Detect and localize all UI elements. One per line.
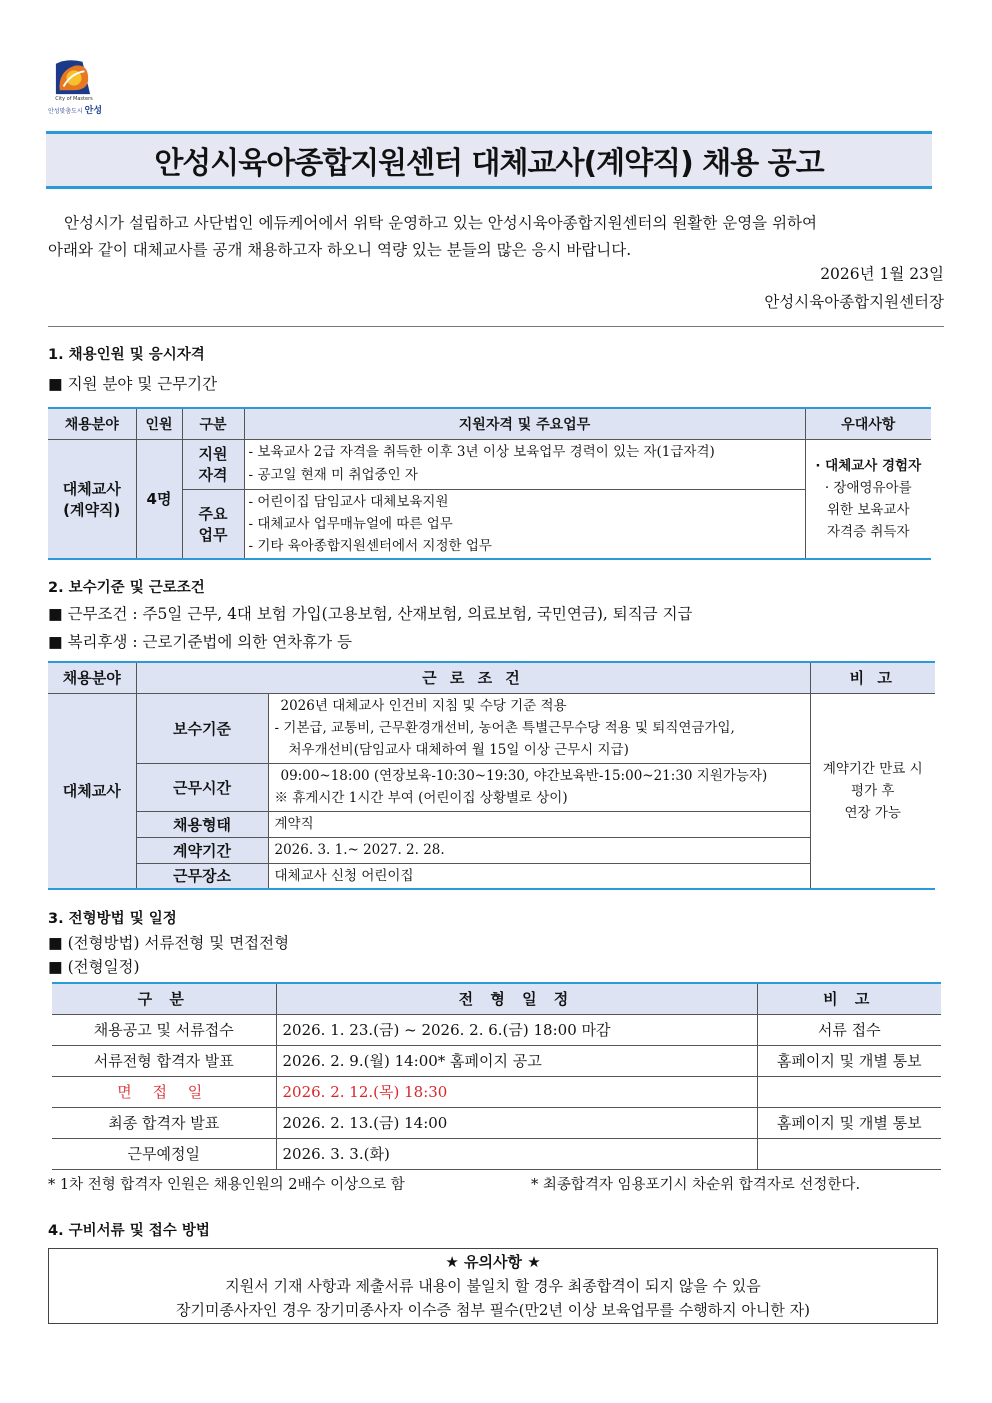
- condition-label: 근무장소: [136, 863, 268, 889]
- count-cell: 4명: [136, 439, 182, 559]
- intro-paragraph: [48, 210, 944, 264]
- qualification-label: 지원 자격: [182, 439, 244, 489]
- table-row: 근무예정일 2026. 3. 3.(화): [52, 1138, 941, 1169]
- section-4-heading: 4. 구비서류 및 접수 방법: [48, 1223, 210, 1239]
- table-header: 채용분야: [48, 408, 136, 439]
- table-header: 비 고: [757, 983, 941, 1014]
- table-header: 채용분야: [48, 662, 136, 693]
- table-header: 전 형 일 정: [276, 983, 757, 1014]
- section-3-bullet-2: ■ (전형일정): [48, 958, 140, 976]
- duty-label: 주요 업무: [182, 489, 244, 559]
- table-row: 면 접 일 2026. 2. 12.(목) 18:30: [52, 1076, 941, 1107]
- condition-label: 채용형태: [136, 811, 268, 837]
- section-1-bullet: ■ 지원 분야 및 근무기간: [48, 375, 218, 393]
- condition-value: 2026년 대체교사 인건비 지침 및 수당 기준 적용 - 기본급, 교통비, 근무환경개선비, 농어촌 특별근무수당 적용 및 퇴직연금가입, 처우개선비(담임교사 대체하여 월 15일 이상 근무시 지급): [268, 693, 810, 763]
- section-2-heading: 2. 보수기준 및 근로조건: [48, 580, 205, 596]
- condition-label: 보수기준: [136, 693, 268, 763]
- table-header: 우대사항: [805, 408, 931, 439]
- qualification-lines: - 보육교사 2급 자격을 취득한 이후 3년 이상 보육업무 경력이 있는 자(1급자격) - 공고일 현재 미 취업중인 자: [244, 439, 805, 489]
- table-row: 채용공고 및 서류접수 2026. 1. 23.(금) ~ 2026. 2. 6.(금) 18:00 마감 서류 접수: [52, 1014, 941, 1045]
- logo-english: City of Masters: [55, 96, 93, 102]
- condition-value: 2026. 3. 1.~ 2027. 2. 28.: [268, 837, 810, 863]
- table-row: 최종 합격자 발표 2026. 2. 13.(금) 14:00 홈페이지 및 개별 통보: [52, 1107, 941, 1138]
- working-conditions-table: [48, 661, 935, 890]
- condition-label: 근무시간: [136, 763, 268, 811]
- schedule-table: [52, 982, 941, 1170]
- notice-box: [48, 1248, 938, 1324]
- duty-lines: - 어린이집 담임교사 대체보육지원 - 대체교사 업무매뉴얼에 따른 업무 - 기타 육아종합지원센터에서 지정한 업무: [244, 489, 805, 559]
- qualification-table: [48, 407, 931, 560]
- city-logo: [44, 58, 104, 116]
- field-cell: 대체교사 (계약직): [48, 439, 136, 559]
- announcement-date: 2026년 1월 23일: [820, 265, 944, 283]
- table-header: 비 고: [810, 662, 935, 693]
- intro-line-2: 아래와 같이 대체교사를 공개 채용하고자 하오니 역량 있는 분들의 많은 응시 바랍니다.: [48, 241, 632, 259]
- field-cell: 대체교사: [48, 693, 136, 889]
- notice-line-1: 지원서 기재 사항과 제출서류 내용이 불일치 할 경우 최종합격이 되지 않을 수 있음: [225, 1277, 761, 1295]
- schedule-note-1: * 1차 전형 합격자 인원은 채용인원의 2배수 이상으로 함: [48, 1177, 405, 1193]
- notice-title: ★ 유의사항 ★: [445, 1253, 541, 1271]
- divider: [48, 326, 944, 327]
- table-row: 서류전형 합격자 발표 2026. 2. 9.(월) 14:00* 홈페이지 공고 홈페이지 및 개별 통보: [52, 1045, 941, 1076]
- table-header: 구 분: [52, 983, 276, 1014]
- table-header: 지원자격 및 주요업무: [244, 408, 805, 439]
- issuer-name: 안성시육아종합지원센터장: [764, 293, 944, 311]
- table-header: 구분: [182, 408, 244, 439]
- section-2-bullet-2: ■ 복리후생 : 근로기준법에 의한 연차휴가 등: [48, 633, 352, 651]
- condition-value: 09:00~18:00 (연장보육-10:30~19:30, 야간보육반-15:00~21:30 지원가능자) ※ 휴게시간 1시간 부여 (어린이집 상황별로 상이): [268, 763, 810, 811]
- title-banner: [46, 131, 932, 189]
- intro-line-1: 안성시가 설립하고 사단법인 에듀케어에서 위탁 운영하고 있는 안성시육아종합지원센터의 원활한 운영을 위하여: [64, 214, 818, 232]
- anseong-logo-icon: [54, 58, 92, 96]
- section-1-heading: 1. 채용인원 및 응시자격: [48, 347, 205, 363]
- condition-value: 계약직: [268, 811, 810, 837]
- table-header: 근 로 조 건: [136, 662, 810, 693]
- condition-label: 계약기간: [136, 837, 268, 863]
- notice-line-2: 장기미종사자인 경우 장기미종사자 이수증 첨부 필수(만2년 이상 보육업무를 수행하지 아니한 자): [175, 1301, 811, 1319]
- table-header: 인원: [136, 408, 182, 439]
- section-3-heading: 3. 전형방법 및 일정: [48, 911, 177, 927]
- page-title: 안성시육아종합지원센터 대체교사(계약직) 채용 공고: [154, 146, 824, 181]
- preference-cell: · 대체교사 경험자 · 장애영유아를 위한 보육교사 자격증 취득자: [805, 439, 931, 559]
- section-3-bullet-1: ■ (전형방법) 서류전형 및 면접전형: [48, 934, 290, 952]
- section-2-bullet-1: ■ 근무조건 : 주5일 근무, 4대 보험 가입(고용보험, 산재보험, 의료보험, 국민연금), 퇴직금 지급: [48, 605, 693, 623]
- condition-value: 대체교사 신청 어린이집: [268, 863, 810, 889]
- schedule-note-2: * 최종합격자 임용포기시 차순위 합격자로 선정한다.: [531, 1177, 861, 1193]
- remark-cell: 계약기간 만료 시 평가 후 연장 가능: [810, 693, 935, 889]
- logo-korean: 안성맞춤도시 안성: [47, 106, 103, 116]
